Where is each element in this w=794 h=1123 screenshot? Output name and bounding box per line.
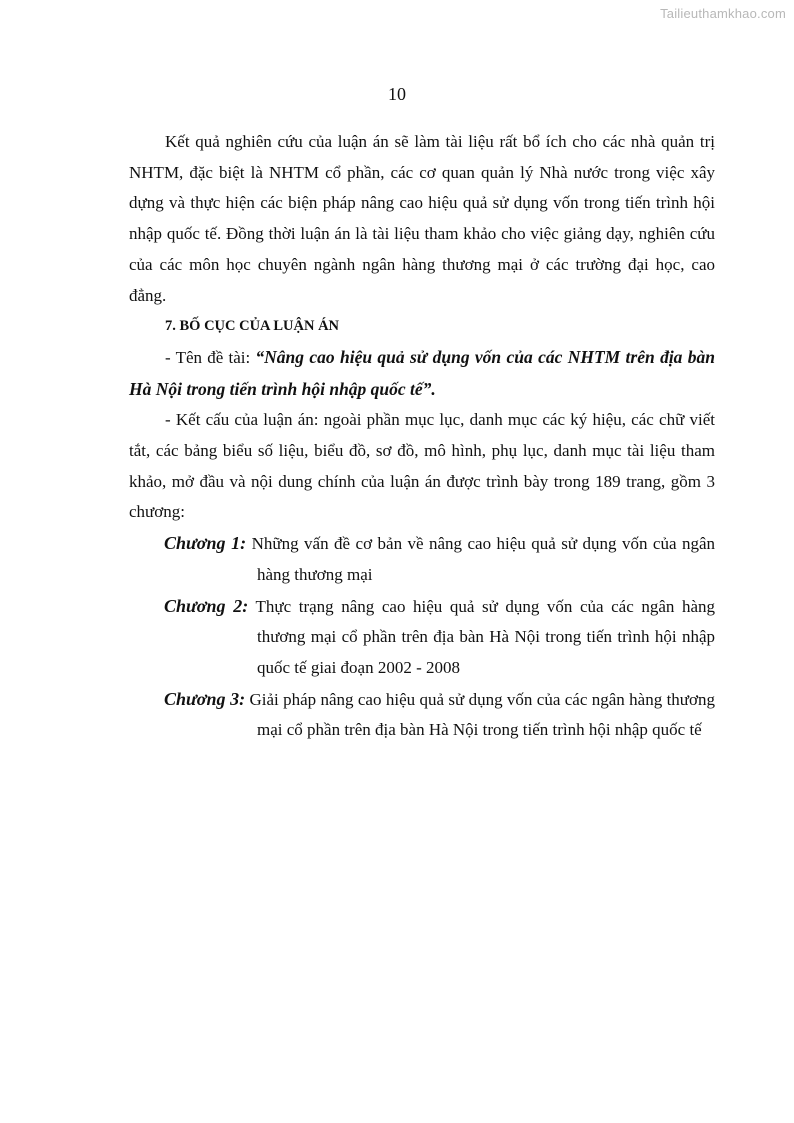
page-number: 10 [388, 84, 406, 104]
watermark: Tailieuthamkhao.com [660, 6, 786, 21]
document-body [129, 127, 715, 746]
results-paragraph: Kết quả nghiên cứu của luận án sẽ làm tài liệu rất bổ ích cho các nhà quản trị NHTM, đặc biệt là NHTM cổ phần, các cơ quan quản lý Nhà nước trong việc xây dựng và thực hiện các biện pháp nâng cao hiệu quả sử dụng vốn trong tiến trình hội nhập quốc tế. Đồng thời luận án là tài liệu tham khảo cho việc giảng dạy, nghiên cứu của các môn học chuyên ngành ngân hàng thương mại ở các trường đại học, cao đẳng. [129, 132, 715, 305]
chapter-label: Chương 2: [164, 595, 249, 616]
chapter-text: Giải pháp nâng cao hiệu quả sử dụng vốn của các ngân hàng thương mại cổ phần trên địa bàn Hà Nội trong tiến trình hội nhập quốc tế [245, 689, 715, 740]
thesis-title: “Nâng cao hiệu quả sử dụng vốn của các NHTM trên địa bàn Hà Nội trong tiến trình hội nhập quốc tế”. [129, 346, 715, 399]
chapter-item [129, 528, 715, 590]
chapter-item [129, 591, 715, 684]
chapter-text: Thực trạng nâng cao hiệu quả sử dụng vốn của các ngân hàng thương mại cổ phần trên địa bàn Hà Nội trong tiến trình hội nhập quốc tế giai đoạn 2002 - 2008 [248, 596, 715, 677]
chapter-label: Chương 3: [164, 688, 246, 709]
section-heading: 7. BỐ CỤC CỦA LUẬN ÁN [165, 318, 340, 335]
chapter-text: Những vấn đề cơ bản về nâng cao hiệu quả sử dụng vốn của ngân hàng thương mại [246, 534, 716, 584]
structure-paragraph: - Kết cấu của luận án: ngoài phần mục lục, danh mục các ký hiệu, các chữ viết tắt, các bảng biểu số liệu, biểu đồ, sơ đồ, mô hình, phụ lục, danh mục tài liệu tham khảo, mở đầu và nội dung chính của luận án được trình bày trong 189 trang, gồm 3 chương: [129, 410, 715, 522]
chapter-label: Chương 1: [164, 533, 247, 554]
chapter-item [129, 684, 715, 746]
thesis-title-prefix: - Tên đề tài: [165, 347, 256, 367]
thesis-title-line [129, 342, 715, 405]
